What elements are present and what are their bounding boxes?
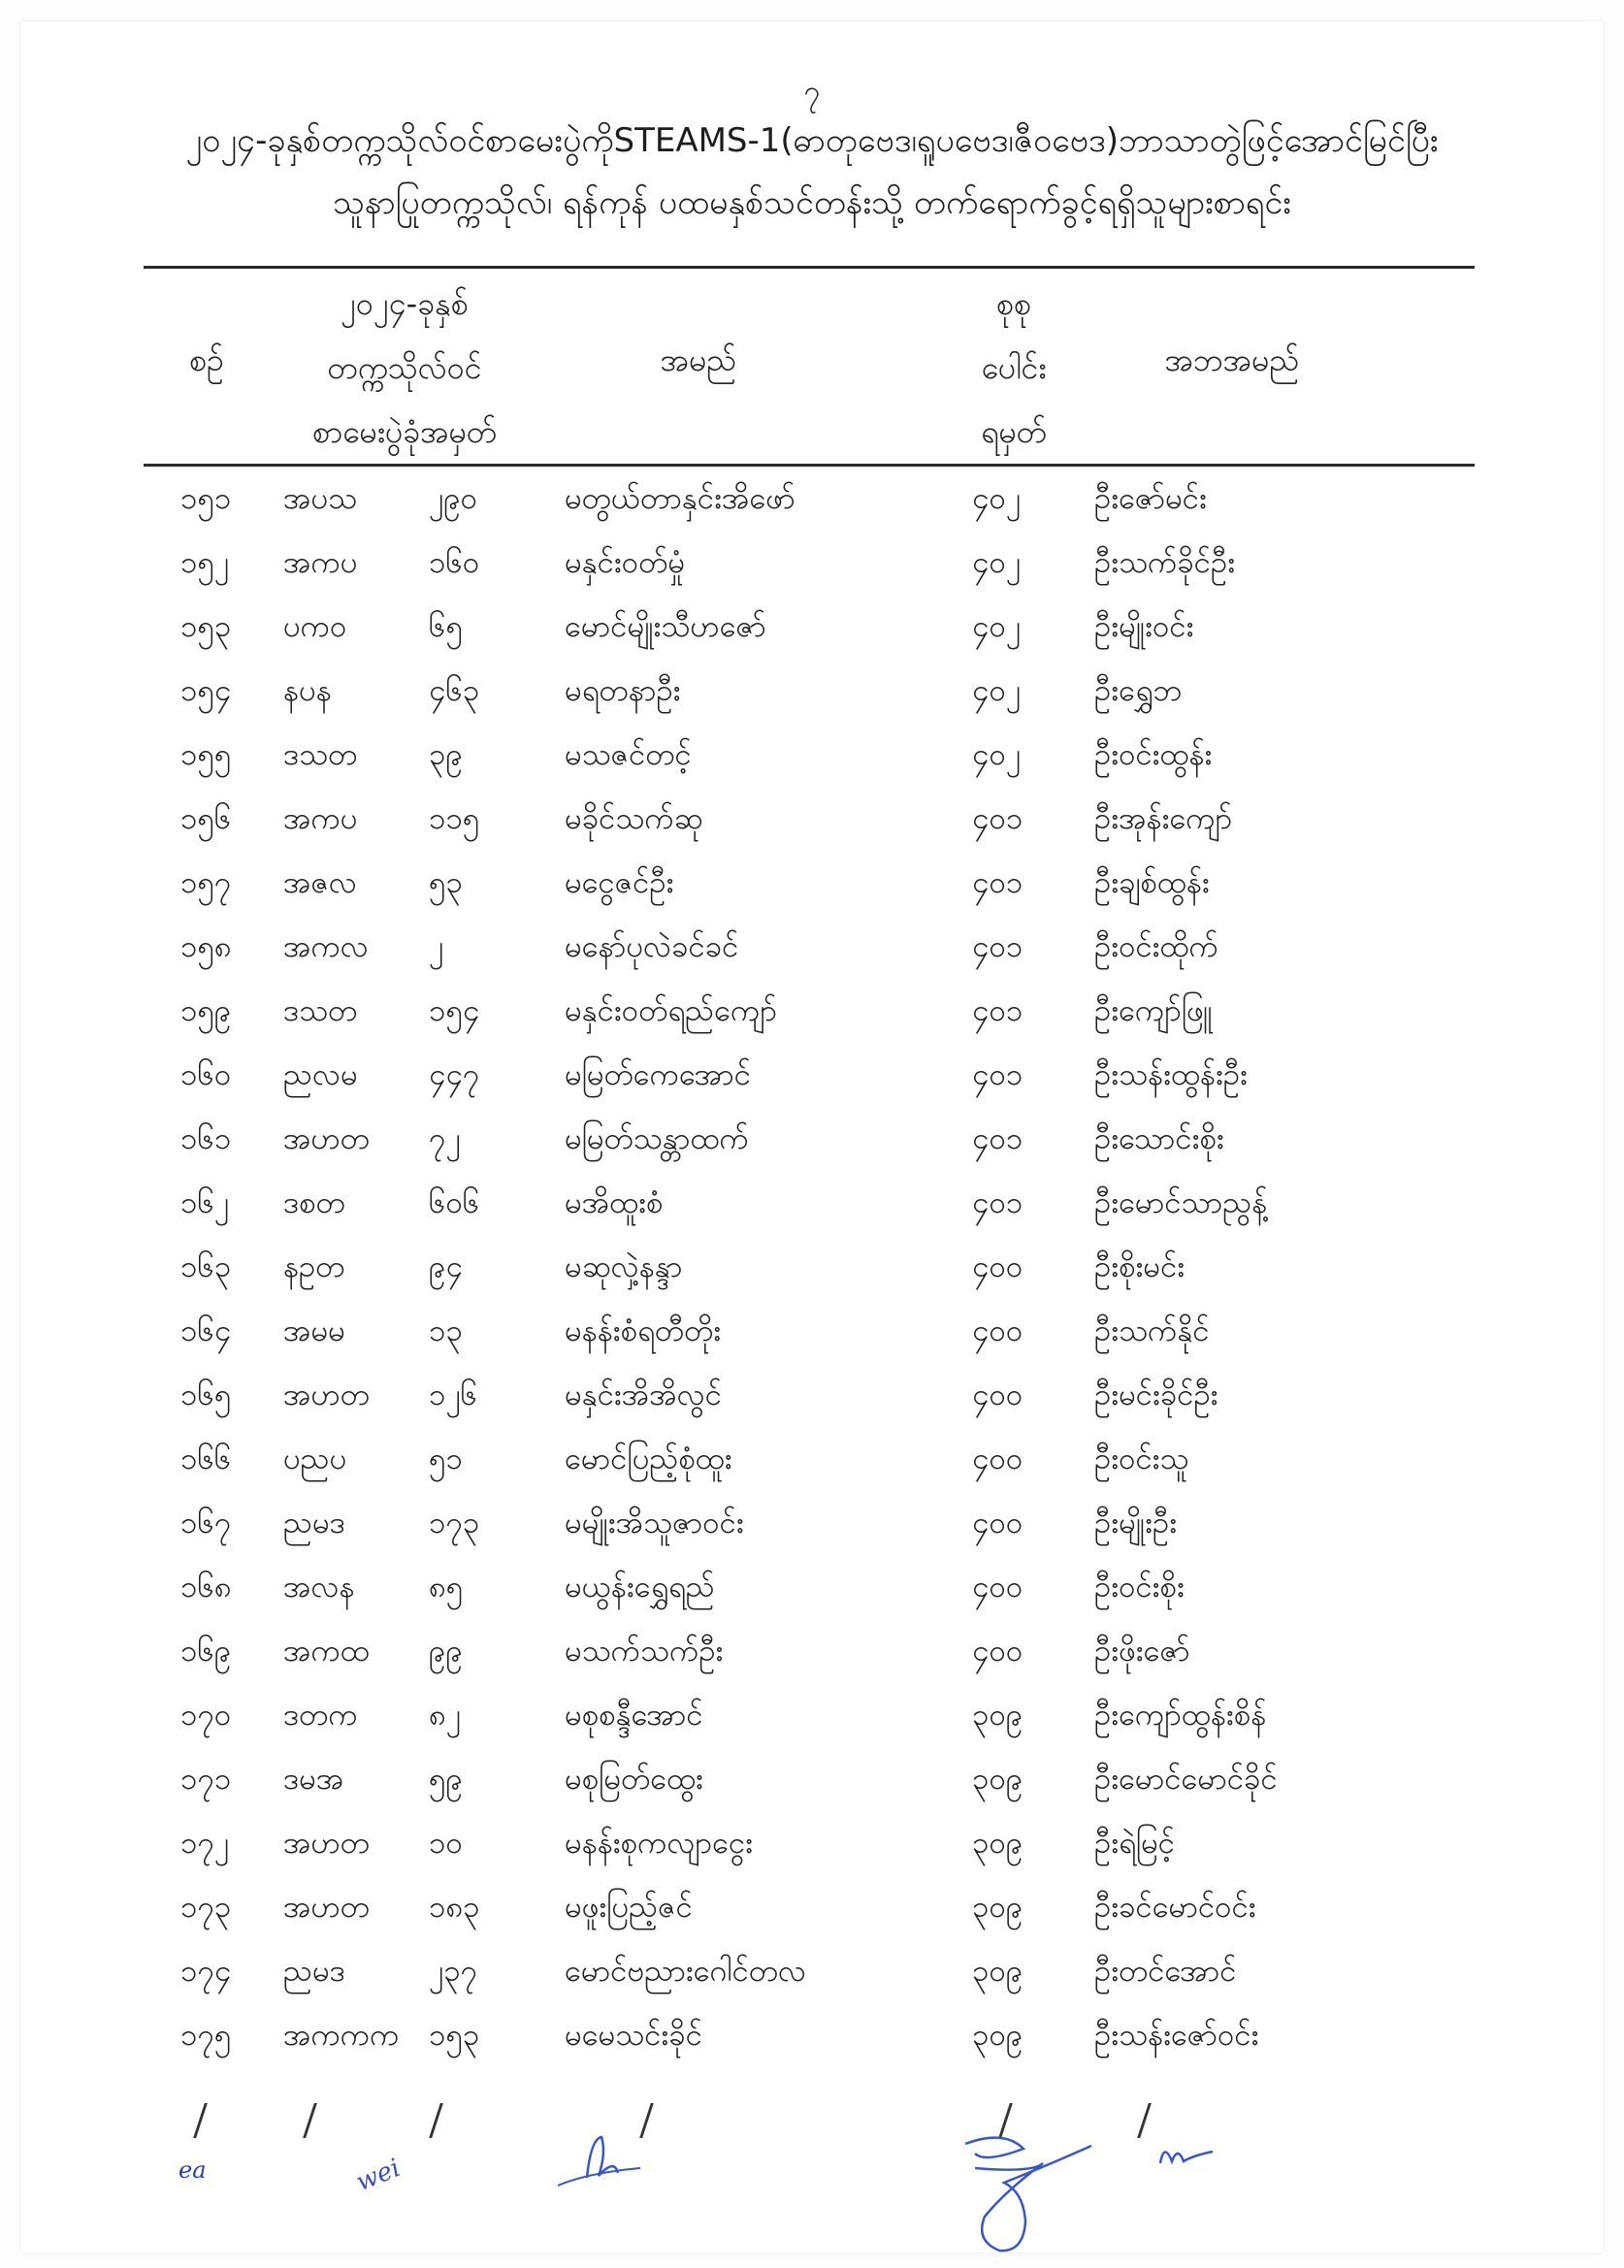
cell-father-name: ဦးသက်နိုင် <box>1094 1313 1210 1348</box>
header-exam-roll <box>274 272 536 464</box>
cell-serial-no: ၁၇၀ <box>180 1698 232 1733</box>
table-row <box>0 1046 1624 1110</box>
cell-roll-number: ၇၂ <box>429 1121 461 1156</box>
header-total-marks <box>956 272 1072 464</box>
signature-mark-3 <box>548 2120 655 2197</box>
cell-father-name: ဦးအုန်းကျော် <box>1094 801 1233 836</box>
cell-father-name: ဦးမောင်သာညွန့် <box>1094 1185 1268 1220</box>
document-title-line-2: သူနာပြုတက္ကသိုလ်၊ ရန်ကုန် ပထမနှစ်သင်တန်းသို့ တက်ရောက်ခွင့်ရရှိသူများစာရင်း <box>333 183 1291 222</box>
cell-total-marks: ၄၀၁ <box>972 865 1023 900</box>
cell-father-name: ဦးဖိုးဇော် <box>1094 1634 1190 1669</box>
cell-total-marks: ၄၀၂ <box>972 609 1022 644</box>
cell-name: မောင်ဗညားဂေါင်တလ <box>565 1954 807 1989</box>
table-row <box>0 1110 1624 1174</box>
cell-total-marks: ၄၀၁ <box>972 929 1023 964</box>
cell-father-name: ဦးရဲမြင့် <box>1094 1826 1175 1861</box>
signature-mark-5 <box>1154 2134 1222 2173</box>
cell-roll-number: ၅၉ <box>429 1762 463 1797</box>
cell-roll-prefix: အကလ <box>283 929 369 964</box>
cell-serial-no: ၁၆၈ <box>180 1570 232 1604</box>
cell-name: မနန်းစုကလျာငွေး <box>565 1826 754 1861</box>
cell-total-marks: ၃၀၉ <box>972 2018 1023 2053</box>
cell-total-marks: ၃၀၉ <box>972 1954 1023 1989</box>
header-name: အမည် <box>660 341 737 378</box>
table-row <box>0 2006 1624 2070</box>
cell-roll-number: ၁၈၃ <box>429 1890 480 1925</box>
cell-total-marks: ၄၀၀ <box>972 1570 1023 1604</box>
header-exam-line-2: တက္ကသိုလ်ဝင် <box>327 349 482 386</box>
cell-father-name: ဦးဝင်းထိုက် <box>1094 929 1218 964</box>
cell-total-marks: ၄၀၀ <box>972 1313 1023 1348</box>
header-total-line-3: ရမှတ် <box>981 413 1047 450</box>
cell-father-name: ဦးကျော်ဖြူ <box>1094 993 1213 1028</box>
cell-roll-prefix: ညလမ <box>283 1057 358 1092</box>
cell-name: မမျိုးအိသူဇာဝင်း <box>565 1506 744 1540</box>
cell-total-marks: ၄၀၂ <box>972 673 1022 708</box>
cell-total-marks: ၄၀၁ <box>972 1121 1023 1156</box>
table-row <box>0 726 1624 790</box>
cell-roll-prefix: အဟတ <box>283 1121 370 1156</box>
cell-roll-prefix: ဒတက <box>283 1698 358 1733</box>
cell-father-name: ဦးဇော်မင်း <box>1094 481 1207 516</box>
cell-roll-number: ၅၁ <box>429 1442 463 1476</box>
tick-mark <box>429 2103 443 2138</box>
cell-name: မဆုလှဲ့နန္ဒာ <box>565 1249 683 1284</box>
cell-roll-prefix: အမမ <box>283 1313 345 1348</box>
cell-serial-no: ၁၅၈ <box>180 929 232 964</box>
cell-roll-prefix: ပညပ <box>283 1442 347 1476</box>
header-serial-no: စဉ် <box>189 341 224 378</box>
cell-name: မရတနာဦး <box>565 673 681 708</box>
cell-name: မမေသင်းခိုင် <box>565 2018 702 2053</box>
cell-name: မနှင်းဝတ်ရည်ကျော် <box>565 993 777 1028</box>
cell-father-name: ဦးဝင်းသူ <box>1094 1442 1189 1476</box>
cell-roll-number: ၂၃၇ <box>429 1954 478 1989</box>
cell-roll-number: ၄၆၃ <box>429 673 480 708</box>
cell-name: မောင်မျိုးသီဟဇော် <box>565 609 766 644</box>
tick-mark <box>1137 2103 1152 2138</box>
cell-roll-prefix: အဟတ <box>283 1890 370 1925</box>
cell-roll-prefix: ဒသတ <box>283 993 358 1028</box>
cell-roll-number: ၁၂၆ <box>429 1377 478 1412</box>
cell-roll-prefix: နပန <box>283 673 332 708</box>
cell-serial-no: ၁၅၆ <box>180 801 232 836</box>
cell-name: မနှင်းဝတ်မှုံ <box>565 545 686 580</box>
cell-total-marks: ၄၀၁ <box>972 801 1023 836</box>
cell-roll-prefix: အကပ <box>283 545 358 580</box>
cell-roll-number: ၅၃ <box>429 865 463 900</box>
cell-roll-prefix: အကပ <box>283 801 358 836</box>
cell-father-name: ဦးမျိုးဝင်း <box>1094 609 1194 644</box>
cell-father-name: ဦးသန်းဇော်ဝင်း <box>1094 2018 1259 2053</box>
table-row <box>0 1366 1624 1430</box>
cell-total-marks: ၃၀၉ <box>972 1890 1023 1925</box>
cell-total-marks: ၄၀၀ <box>972 1249 1023 1284</box>
cell-serial-no: ၁၆၅ <box>180 1377 232 1412</box>
header-exam-line-1: ၂၀၂၄-ခုနှစ် <box>341 285 469 322</box>
signature-mark-1 <box>175 2149 243 2187</box>
table-row <box>0 1942 1624 2006</box>
table-row <box>0 1686 1624 1750</box>
cell-father-name: ဦးသက်ခိုင်ဦး <box>1094 545 1236 580</box>
cell-roll-number: ၉၄ <box>429 1249 463 1284</box>
cell-roll-prefix: ဒမအ <box>283 1762 344 1797</box>
cell-name: မသက်သက်ဦး <box>565 1634 724 1669</box>
cell-serial-no: ၁၆၇ <box>180 1506 232 1540</box>
cell-roll-prefix: ဒစတ <box>283 1185 345 1220</box>
table-row <box>0 598 1624 662</box>
cell-roll-number: ၈၂ <box>429 1698 461 1733</box>
cell-roll-number: ၁၁၅ <box>429 801 480 836</box>
cell-name: မနော်ပုလဲခင်ခင် <box>565 929 739 964</box>
cell-roll-prefix: နဥတ <box>283 1249 345 1284</box>
table-row <box>0 982 1624 1046</box>
cell-roll-prefix: အဟတ <box>283 1826 370 1861</box>
cell-name: မခိုင်သက်ဆု <box>565 801 703 836</box>
cell-father-name: ဦးကျော်ထွန်းစိန် <box>1094 1698 1267 1733</box>
cell-roll-number: ၆၀၆ <box>429 1185 480 1220</box>
signature-mark-2 <box>351 2144 429 2202</box>
cell-name: မသဇင်တင့် <box>565 737 692 772</box>
cell-serial-no: ၁၆၉ <box>180 1634 232 1669</box>
cell-total-marks: ၄၀၁ <box>972 1057 1023 1092</box>
table-row <box>0 470 1624 534</box>
cell-serial-no: ၁၅၁ <box>180 481 232 516</box>
cell-roll-prefix: အဇလ <box>283 865 357 900</box>
verification-ticks <box>0 2103 1624 2142</box>
cell-serial-no: ၁၇၁ <box>180 1762 232 1797</box>
table-row <box>0 1750 1624 1814</box>
cell-serial-no: ၁၇၂ <box>180 1826 230 1861</box>
cell-father-name: ဦးသောင်းစိုး <box>1094 1121 1224 1156</box>
cell-roll-prefix: ညမဒ <box>283 1506 345 1540</box>
cell-father-name: ဦးဝင်းထွန်း <box>1094 737 1213 772</box>
cell-roll-number: ၄၄၇ <box>429 1057 480 1092</box>
cell-roll-number: ၁၇၃ <box>429 1506 480 1540</box>
cell-serial-no: ၁၅၉ <box>180 993 232 1028</box>
table-row <box>0 1878 1624 1942</box>
table-row <box>0 1430 1624 1494</box>
cell-roll-number: ၆၅ <box>429 609 463 644</box>
cell-roll-prefix: ညမဒ <box>283 1954 345 1989</box>
table-row <box>0 918 1624 982</box>
cell-total-marks: ၃၀၉ <box>972 1762 1023 1797</box>
cell-father-name: ဦးခင်မောင်ဝင်း <box>1094 1890 1256 1925</box>
cell-roll-number: ၉၉ <box>429 1634 463 1669</box>
cell-roll-prefix: အလန <box>283 1570 355 1604</box>
signature-text-2: wei <box>352 2154 405 2198</box>
cell-father-name: ဦးဝင်းစိုး <box>1094 1570 1185 1604</box>
cell-serial-no: ၁၅၃ <box>180 609 232 644</box>
cell-serial-no: ၁၆၄ <box>180 1313 232 1348</box>
cell-roll-prefix: အကကက <box>283 2018 400 2053</box>
table-row <box>0 1494 1624 1558</box>
cell-serial-no: ၁၇၃ <box>180 1890 232 1925</box>
cell-serial-no: ၁၆၂ <box>180 1185 230 1220</box>
cell-father-name: ဦးသန်းထွန်းဦး <box>1094 1057 1248 1092</box>
cell-total-marks: ၃၀၉ <box>972 1826 1023 1861</box>
cell-father-name: ဦးမောင်မောင်ခိုင် <box>1094 1762 1278 1797</box>
header-total-line-1: စုစု <box>996 285 1031 322</box>
signature-text-1: ea <box>179 2156 207 2184</box>
table-row <box>0 1302 1624 1366</box>
table-row <box>0 1622 1624 1686</box>
header-exam-line-3: စာမေးပွဲခုံအမှတ် <box>312 413 497 450</box>
cell-father-name: ဦးမျိုးဦး <box>1094 1506 1178 1540</box>
cell-total-marks: ၄၀၁ <box>972 1185 1023 1220</box>
cell-total-marks: ၄၀၀ <box>972 1506 1023 1540</box>
cell-serial-no: ၁၇၄ <box>180 1954 232 1989</box>
cell-serial-no: ၁၅၂ <box>180 545 230 580</box>
cell-roll-prefix: အကထ <box>283 1634 370 1669</box>
cell-father-name: ဦးမင်းခိုင်ဦး <box>1094 1377 1218 1412</box>
cell-serial-no: ၁၅၄ <box>180 673 232 708</box>
table-header-rule <box>144 464 1475 467</box>
cell-name: မယွန်းရွှေရည် <box>565 1570 715 1604</box>
cell-name: မမြတ်သန္တာထက် <box>565 1121 749 1156</box>
header-father-name: အဘအမည် <box>1164 341 1300 378</box>
table-row <box>0 1558 1624 1622</box>
cell-father-name: ဦးစိုးမင်း <box>1094 1249 1186 1284</box>
cell-total-marks: ၄၀၀ <box>972 1377 1023 1412</box>
table-top-rule <box>144 266 1475 269</box>
cell-name: မစုမြတ်ထွေး <box>565 1762 703 1797</box>
cell-name: မငွေဇင်ဦး <box>565 865 674 900</box>
cell-roll-number: ၁၃ <box>429 1313 463 1348</box>
cell-roll-prefix: အပသ <box>283 481 358 516</box>
table-row <box>0 1174 1624 1238</box>
cell-name: မမြတ်ကေအောင် <box>565 1057 751 1092</box>
cell-roll-number: ၁၅၄ <box>429 993 480 1028</box>
cell-roll-number: ၂၉၀ <box>429 481 478 516</box>
cell-name: မနှင်းအိအိလွင် <box>565 1377 722 1412</box>
cell-roll-number: ၁၅၃ <box>429 2018 480 2053</box>
cell-name: မနန်းစံရတီတိုး <box>565 1313 722 1348</box>
header-total-line-2: ပေါင်း <box>981 349 1047 386</box>
cell-roll-prefix: အဟတ <box>283 1377 370 1412</box>
table-row <box>0 1814 1624 1878</box>
tick-mark <box>303 2103 317 2138</box>
cell-serial-no: ၁၆၆ <box>180 1442 232 1476</box>
cell-total-marks: ၄၀၂ <box>972 481 1022 516</box>
cell-name: မောင်ပြည့်စုံထူး <box>565 1442 732 1476</box>
cell-father-name: ဦးချစ်ထွန်း <box>1094 865 1210 900</box>
cell-roll-prefix: ပကဝ <box>283 609 347 644</box>
cell-father-name: ဦးတင်အောင် <box>1094 1954 1237 1989</box>
cell-total-marks: ၃၀၉ <box>972 1698 1023 1733</box>
table-row <box>0 1238 1624 1302</box>
cell-total-marks: ၄၀၂ <box>972 737 1022 772</box>
cell-serial-no: ၁၇၅ <box>180 2018 232 2053</box>
table-row <box>0 790 1624 854</box>
cell-roll-number: ၂ <box>429 929 444 964</box>
cell-name: မစုစန္ဒီအောင် <box>565 1698 703 1733</box>
cell-serial-no: ၁၆၁ <box>180 1121 232 1156</box>
cell-serial-no: ၁၅၇ <box>180 865 232 900</box>
cell-serial-no: ၁၆၃ <box>180 1249 232 1284</box>
cell-total-marks: ၄၀၁ <box>972 993 1023 1028</box>
table-row <box>0 854 1624 918</box>
table-row <box>0 534 1624 598</box>
cell-roll-prefix: ဒသတ <box>283 737 358 772</box>
cell-name: မဖူးပြည့်ဇင် <box>565 1890 693 1925</box>
cell-name: မအိထူးစံ <box>565 1185 664 1220</box>
cell-total-marks: ၄၀၀ <box>972 1634 1023 1669</box>
cell-roll-number: ၁၆၀ <box>429 545 480 580</box>
document-title-line-1: ၂၀၂၄-ခုနှစ်တက္ကသိုလ်ဝင်စာမေးပွဲကိုSTEAMS-1(ဓာတုဗေဒ၊ရူပဗေဒ၊ဇီဝဗေဒ)ဘာသာတွဲဖြင့်အောင်မြင်ပြီး <box>185 121 1439 160</box>
tick-mark <box>193 2103 208 2138</box>
cell-father-name: ဦးရွှေဘ <box>1094 673 1183 708</box>
cell-total-marks: ၄၀၀ <box>972 1442 1023 1476</box>
cell-serial-no: ၁၆၀ <box>180 1057 232 1092</box>
cell-roll-number: ၁၀ <box>429 1826 463 1861</box>
table-row <box>0 662 1624 726</box>
page-number: ၇ <box>803 75 821 109</box>
cell-total-marks: ၄၀၂ <box>972 545 1022 580</box>
cell-serial-no: ၁၅၅ <box>180 737 232 772</box>
cell-roll-number: ၈၅ <box>429 1570 464 1604</box>
cell-name: မတွယ်တာနှင်းအိဖော် <box>565 481 796 516</box>
cell-roll-number: ၃၉ <box>429 737 463 772</box>
signature-mark-4 <box>946 2124 1121 2260</box>
